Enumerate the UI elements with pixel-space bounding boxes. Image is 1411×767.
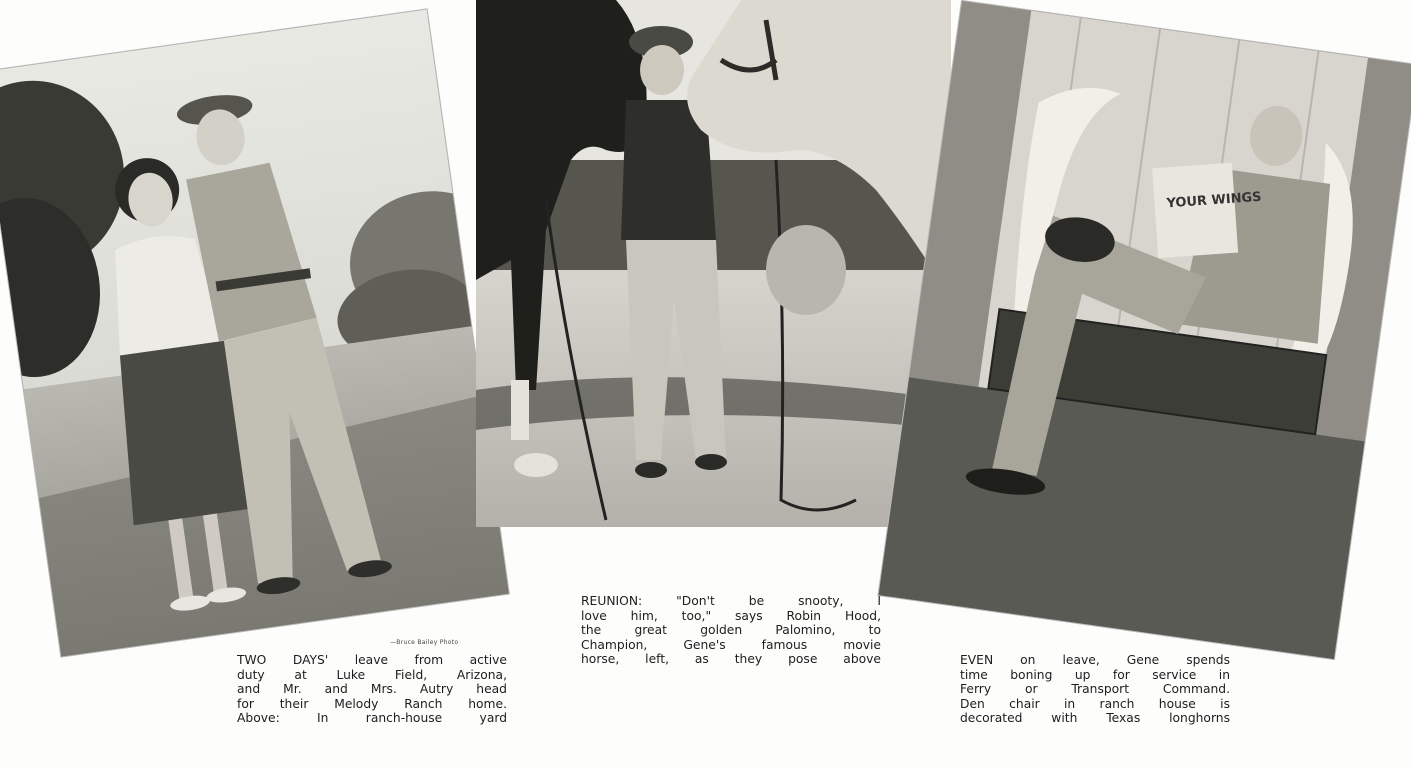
caption-line: Den chair in ranch house is	[960, 696, 1230, 711]
caption-line: Ferry or Transport Command.	[960, 682, 1230, 697]
caption-line: for their Melody Ranch home.	[237, 696, 507, 711]
caption-right	[960, 653, 1230, 726]
photo-reunion-horses	[476, 0, 951, 527]
caption-line: the great golden Palomino, to	[581, 623, 881, 638]
book-icon	[1152, 163, 1238, 258]
caption-line: TWO DAYS' leave from active	[237, 653, 507, 667]
caption-line: time boning up for service in	[960, 667, 1230, 682]
photo-couple-illustration	[0, 9, 509, 656]
caption-line: duty at Luke Field, Arizona,	[237, 667, 507, 682]
photo-longhorn-chair	[878, 1, 1411, 659]
caption-line: decorated with Texas longhorns	[960, 711, 1230, 726]
photo-couple-in-yard	[0, 9, 509, 656]
caption-middle	[581, 594, 881, 667]
photo-chair-illustration	[878, 1, 1411, 659]
caption-line: REUNION: "Don't be snooty, I	[581, 594, 881, 608]
book-title: YOUR WINGS	[1166, 189, 1263, 212]
caption-line: Above: In ranch-house yard	[237, 711, 507, 726]
caption-line: Champion, Gene's famous movie	[581, 637, 881, 652]
caption-line: love him, too," says Robin Hood,	[581, 608, 881, 623]
caption-line: EVEN on leave, Gene spends	[960, 653, 1230, 667]
caption-left	[237, 653, 507, 726]
photo-credit: —Bruce Bailey Photo	[390, 639, 459, 646]
photo-horses-illustration	[476, 0, 951, 527]
caption-line: horse, left, as they pose above	[581, 652, 881, 667]
caption-line: and Mr. and Mrs. Autry head	[237, 682, 507, 697]
